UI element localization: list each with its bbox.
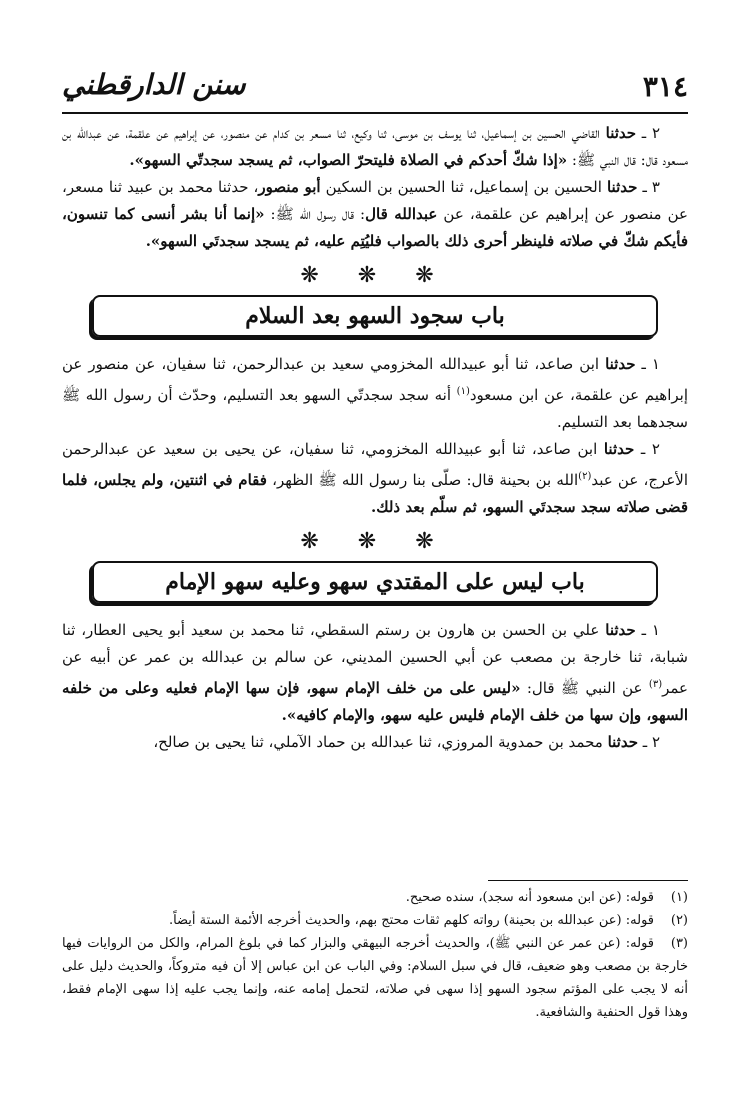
page-number: ٣١٤ — [642, 70, 688, 103]
hadith-quote: «ليس على من خلف الإمام سهو، فإن سها الإمام فعليه وعلى من خلفه السهو، وإن سها من خلف الإمام فليس عليه سهو، والإمام كافيه». — [62, 679, 688, 724]
hadith-chain: : قال رسول الله ﷺ: — [264, 205, 366, 223]
section-separator: ❋ ❋ ❋ — [300, 263, 450, 288]
footnote-rule — [488, 880, 688, 881]
hadith-lead: حدثنا — [605, 124, 637, 142]
hadith-number: ٢ ـ — [640, 440, 660, 458]
chapter-title: باب ليس على المقتدي سهو وعليه سهو الإمام — [92, 561, 658, 603]
hadith-text: أنه سجد سجدتّي السهو بعد التسليم، وحدّث أن رسول الله ﷺ سجدهما بعد التسليم. — [62, 386, 688, 431]
chapter-title: باب سجود السهو بعد السلام — [92, 295, 658, 337]
body-text — [62, 120, 688, 756]
hadith-number: ١ ـ — [641, 355, 660, 373]
footnote-number: (٣) — [670, 936, 688, 951]
footnote-text: قوله: (عن عمر عن النبي ﷺ)، والحديث أخرجه البيهقي والبزار كما في بلوغ المرام، والكل من الروايات فيها خارجة بن مصعب وهو ضعيف، قال في سبل السلام: وفي الباب عن ابن عباس إلا أن فيه متروكاً، والحديث دليل على أنه لا يجب على المؤتم سجود السهو إذا سهى في صلاته، لتحمل إمامه عنه، وإنما يجب عليه إذا سهى الإمام فقط، وهذا قول الحنفية والشافعية. — [62, 936, 688, 1020]
hadith-lead: حدثنا — [605, 621, 636, 639]
hadith-number: ٣ ـ — [642, 178, 660, 196]
hadith-number: ٢ ـ — [642, 733, 660, 751]
hadith-lead: حدثنا — [603, 440, 635, 458]
hadith-paragraph — [62, 617, 688, 729]
hadith-number: ١ ـ — [641, 621, 660, 639]
running-title: سنن الدارقطني — [62, 68, 246, 101]
hadith-chain: الحسين بن إسماعيل، ثنا الحسين بن السكين — [320, 178, 607, 196]
footnote-text: قوله: (عن ابن مسعود أنه سجد)، سنده صحيح. — [405, 890, 654, 905]
footnote-number: (١) — [670, 890, 688, 905]
hadith-chain: ابن صاعد، ثنا أبو عبيدالله المخزومي سعيد بن عبدالرحمن، ثنا سفيان، عن منصور عن إبراهيم عن علقمة، عن ابن مسعود — [62, 355, 689, 404]
narrator-name: أبو منصور — [258, 178, 321, 196]
hadith-chain: ابن صاعد، ثنا أبو عبيدالله المخزومي، ثنا سفيان، عن يحيى بن سعيد عن عبدالرحمن الأعرج، عن عبد — [62, 440, 689, 489]
section-separator: ❋ ❋ ❋ — [300, 529, 450, 554]
hadith-quote: «إذا شكّ أحدكم في الصلاة فليتحرّ الصواب، ثم يسجد سجدتّي السهو». — [129, 151, 568, 169]
page-header — [62, 68, 688, 108]
hadith-number: ٢ ـ — [641, 124, 660, 142]
footnote-ref[interactable]: (٢) — [578, 471, 592, 482]
header-rule — [62, 112, 688, 114]
footnote-ref[interactable]: (١) — [456, 386, 470, 397]
footnote-text: قوله: (عن عبدالله بن بحينة) رواته كلهم ثقات محتج بهم، والحديث أخرجه الأئمة الستة أيضاً. — [168, 913, 654, 928]
hadith-lead: حدثنا — [605, 355, 636, 373]
footnote-number: (٢) — [670, 913, 688, 928]
hadith-quote: «إنما أنا بشر أنسى كما تنسون، فأيكم شكّ في صلاته فلينظر أحرى ذلك بالصواب فليُتِم عليه، ثم يسجد سجدتَي السهو». — [62, 205, 688, 250]
hadith-quote: فقام في اثنتين، ولم يجلس، فلما قضى صلاته سجد سجدتَي السهو، ثم سلّم بعد ذلك. — [62, 471, 688, 516]
narrator-name: عبدالله قال — [365, 205, 438, 223]
hadith-lead: حدثنا — [607, 733, 638, 751]
footnote — [62, 909, 688, 932]
hadith-paragraph — [62, 436, 688, 521]
hadith-lead: حدثنا — [606, 178, 638, 196]
hadith-paragraph — [62, 120, 688, 174]
footnote — [62, 932, 688, 1024]
hadith-chain: ، حدثنا محمد بن عبيد ثنا مسعر، عن منصور عن إبراهيم عن علقمة، عن — [62, 178, 688, 223]
footnotes — [62, 886, 688, 1024]
hadith-paragraph — [62, 174, 688, 255]
hadith-chain: محمد بن حمدوية المروزي، ثنا عبدالله بن حماد الآملي، ثنا يحيى بن صالح، — [153, 733, 608, 751]
hadith-chain: القاضي الحسين بن إسماعيل، ثنا يوسف بن موسى، ثنا وكيع، ثنا مسعر بن كدام عن منصور، عن إبراهيم عن علقمة، عن عبدالله بن مسعود قال: قال النبي ﷺ: — [62, 124, 688, 169]
hadith-chain: علي بن الحسن بن هارون بن رستم السقطي، ثنا محمد بن سعيد أبو يحيى العطار، ثنا شبابة، ثنا خارجة بن مصعب عن أبي الحسين المديني، عن سالم بن عبدالله بن عمر عن أبيه عن عمر — [62, 621, 688, 697]
hadith-paragraph — [62, 729, 688, 756]
footnote-ref[interactable]: (٣) — [648, 679, 663, 690]
hadith-text: الله بن بحينة قال: صلّى بنا رسول الله ﷺ الظهر، — [266, 471, 579, 489]
footnote — [62, 886, 688, 909]
hadith-paragraph — [62, 351, 688, 436]
hadith-chain: عن النبي ﷺ قال: — [520, 679, 649, 697]
